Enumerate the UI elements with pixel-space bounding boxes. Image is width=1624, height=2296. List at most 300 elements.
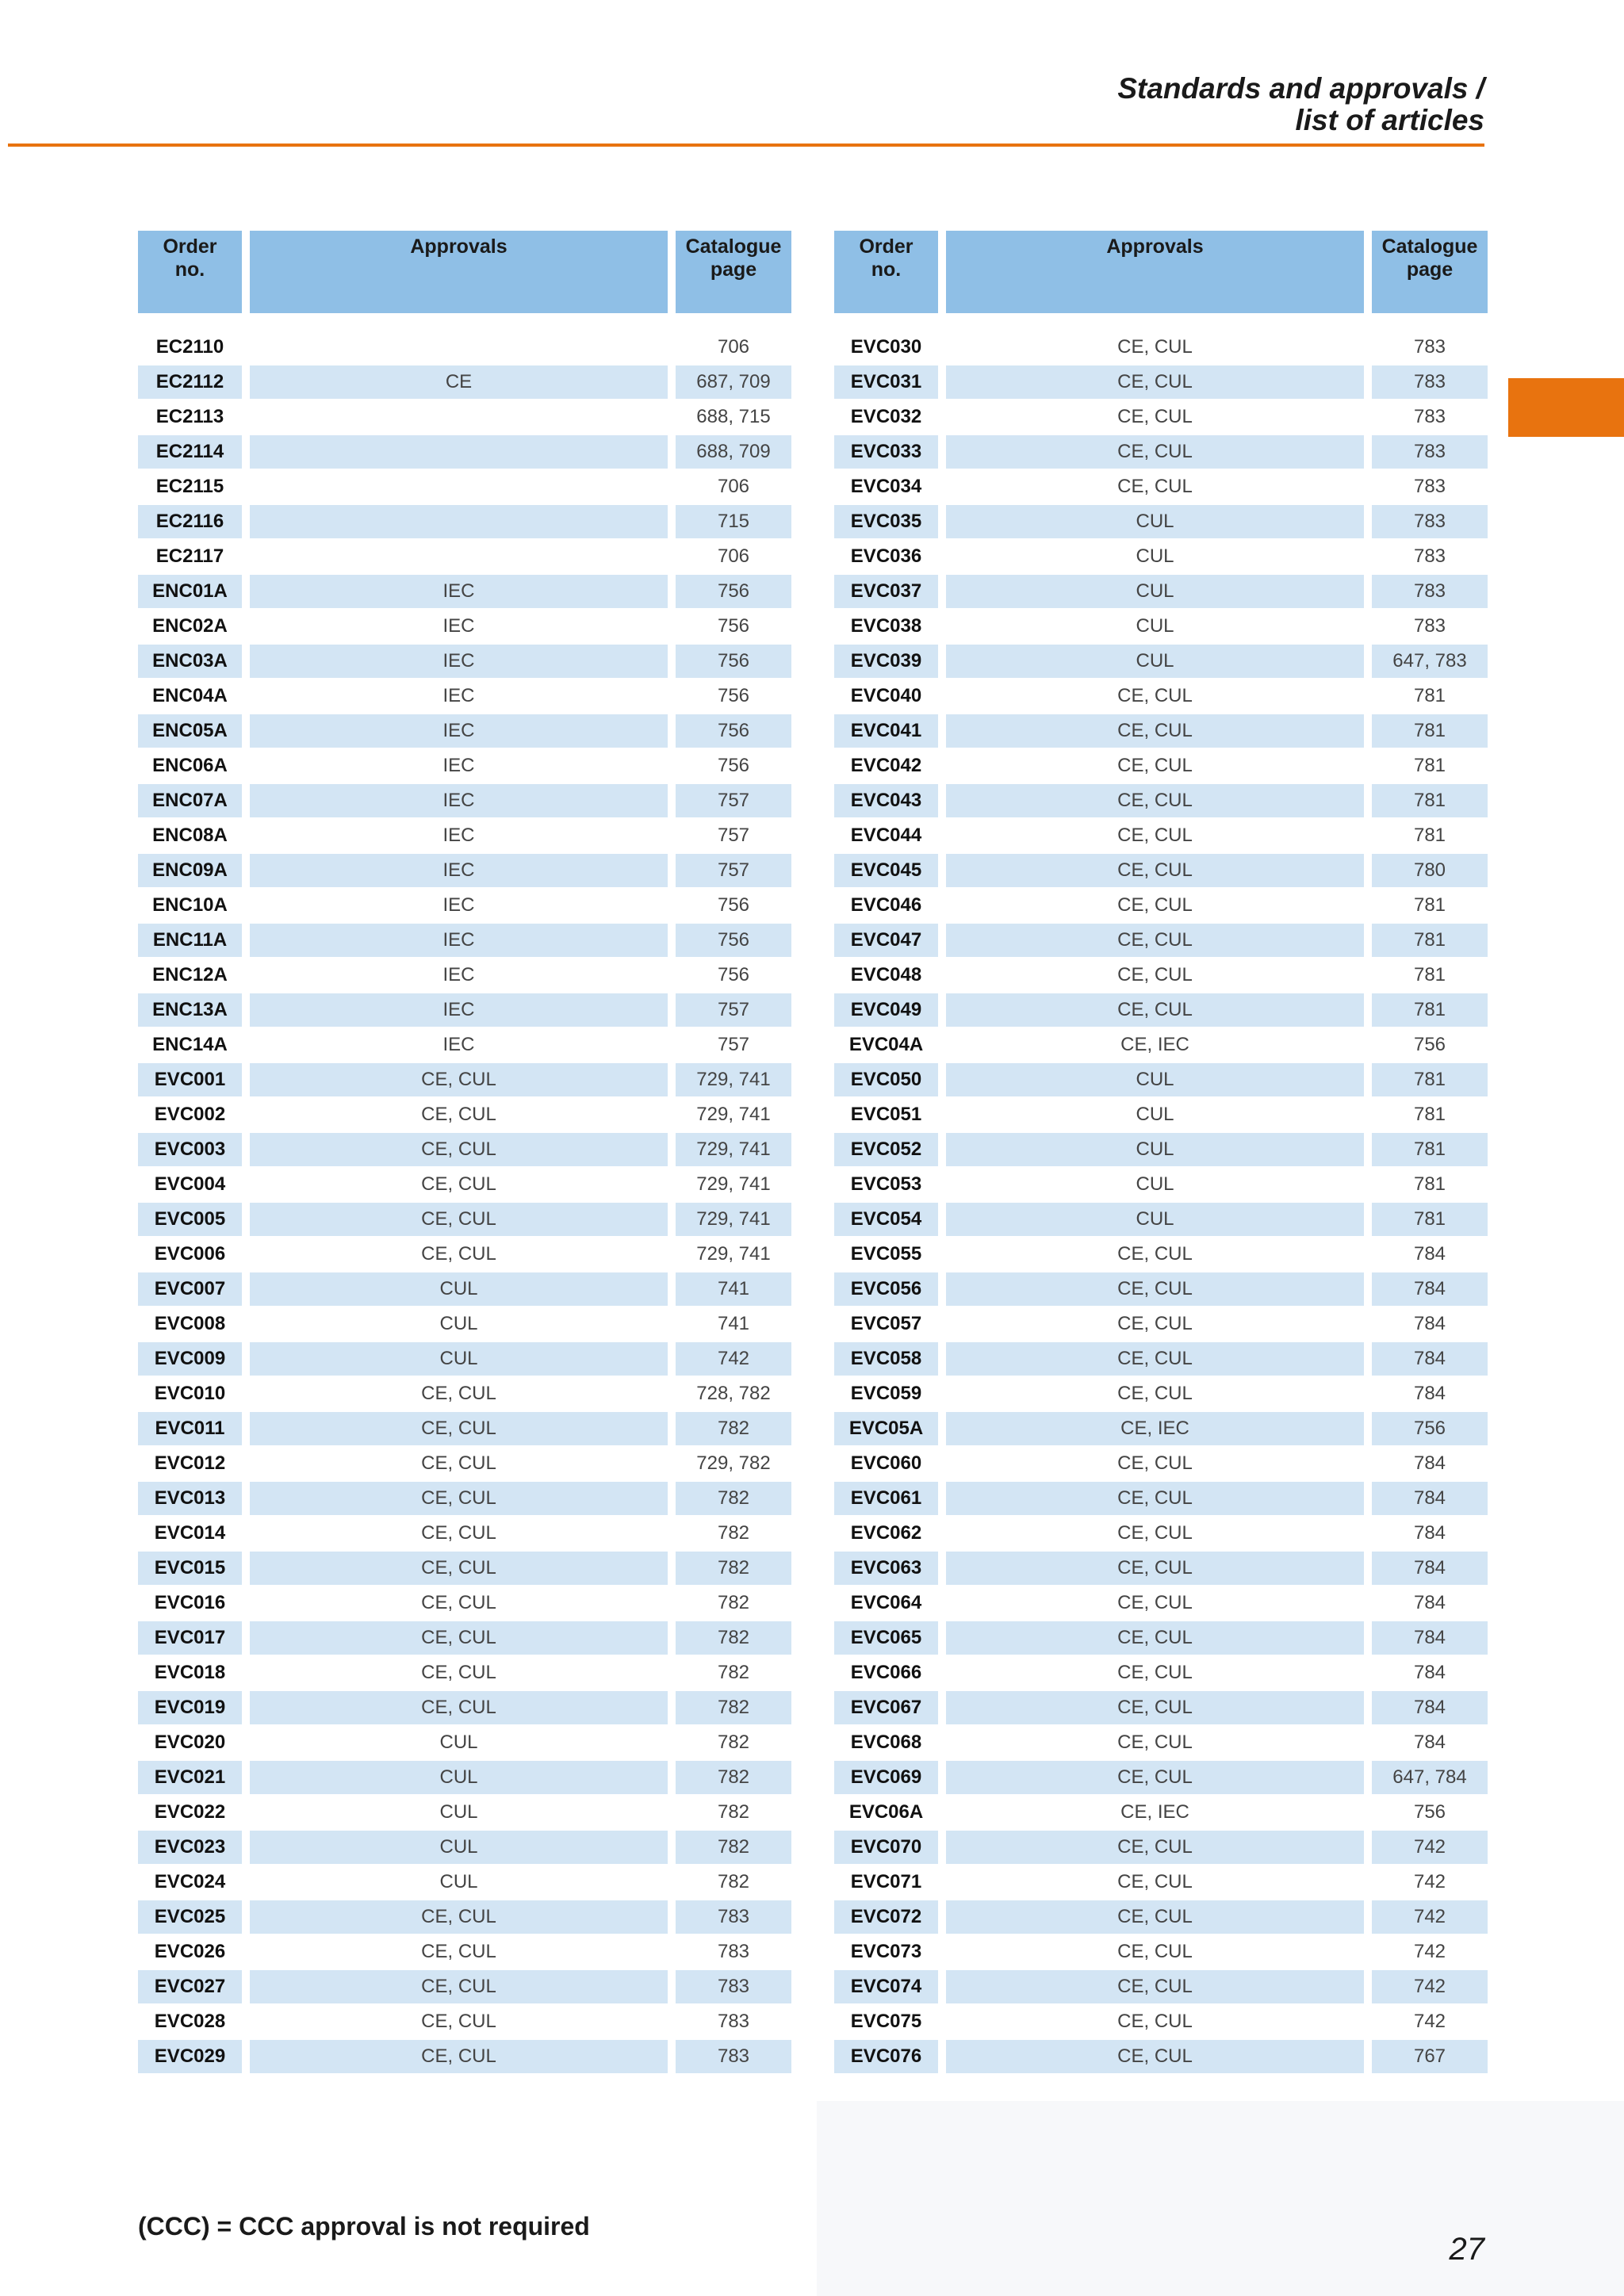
- order-no-cell: EVC008: [154, 1313, 226, 1334]
- catalogue-page-cell: 784: [1413, 1243, 1446, 1265]
- catalogue-page-cell: 783: [676, 1900, 791, 1934]
- catalogue-page-cell: 784: [1413, 1313, 1446, 1334]
- order-no-cell: EVC006: [154, 1243, 226, 1265]
- articles-table-left: [138, 231, 791, 2075]
- catalogue-page-cell: 782: [676, 1552, 791, 1585]
- approvals-cell: CUL: [439, 1313, 478, 1334]
- order-no-cell: EVC073: [850, 1941, 922, 1962]
- table-row: [138, 854, 791, 889]
- order-no-cell: EVC040: [850, 685, 922, 706]
- table-row: [138, 1691, 791, 1726]
- approvals-cell: CUL: [946, 575, 1364, 608]
- catalogue-page-cell: 757: [676, 784, 791, 817]
- catalogue-page-cell: 782: [717, 1662, 750, 1683]
- approvals-cell: CE, CUL: [946, 1552, 1364, 1585]
- approvals-cell: CUL: [946, 1203, 1364, 1236]
- catalogue-page-cell: 757: [717, 825, 750, 846]
- order-no-cell: EVC076: [834, 2040, 938, 2073]
- table-row: [834, 1272, 1488, 1307]
- approvals-cell: CUL: [250, 1831, 668, 1864]
- table-row: [138, 435, 791, 470]
- catalogue-page-cell: 781: [1372, 993, 1488, 1027]
- approvals-cell: CE, CUL: [946, 784, 1364, 817]
- approvals-cell: CE, CUL: [250, 1203, 668, 1236]
- table-row: [138, 1552, 791, 1586]
- order-no-cell: ENC02A: [152, 615, 228, 637]
- order-no-cell: ENC08A: [152, 825, 228, 846]
- order-no-cell: EVC052: [834, 1133, 938, 1166]
- order-no-cell: EVC043: [834, 784, 938, 817]
- catalogue-page-cell: 781: [1413, 755, 1446, 776]
- order-no-cell: EVC041: [834, 714, 938, 748]
- approvals-cell: CE, CUL: [1117, 1383, 1193, 1404]
- header-title-line-2: list of articles: [1295, 104, 1484, 136]
- table-row: [138, 1796, 791, 1831]
- approvals-cell: CE, CUL: [421, 1941, 496, 1962]
- approvals-cell: CE, CUL: [421, 1173, 496, 1195]
- order-no-cell: EVC053: [850, 1173, 922, 1195]
- table-row: [834, 1552, 1488, 1586]
- order-no-cell: EVC036: [850, 545, 922, 567]
- table-row: [834, 959, 1488, 993]
- order-no-cell: EVC002: [154, 1104, 226, 1125]
- catalogue-page-cell: 688, 715: [696, 406, 771, 427]
- approvals-cell: CE, CUL: [250, 1970, 668, 2003]
- table-row: [138, 400, 791, 435]
- table-row: [834, 2005, 1488, 2040]
- table-row: [138, 784, 791, 819]
- approvals-cell: CE, CUL: [1117, 1243, 1193, 1265]
- order-no-cell: EVC045: [834, 854, 938, 887]
- catalogue-page-cell: 781: [1372, 1203, 1488, 1236]
- order-no-cell: ENC10A: [152, 894, 228, 916]
- order-no-cell: EVC021: [138, 1761, 242, 1794]
- table-row: [834, 1900, 1488, 1935]
- approvals-cell: IEC: [442, 825, 475, 846]
- table-row: [138, 1447, 791, 1482]
- approvals-cell: IEC: [442, 615, 475, 637]
- catalogue-page-cell: 756: [717, 685, 750, 706]
- order-no-cell: ENC09A: [138, 854, 242, 887]
- catalogue-page-cell: 782: [717, 1871, 750, 1892]
- order-no-cell: EVC019: [138, 1691, 242, 1724]
- table-row: [138, 993, 791, 1028]
- catalogue-page-cell: 782: [676, 1691, 791, 1724]
- table-row: [138, 1586, 791, 1621]
- approvals-cell: CE, IEC: [1120, 1801, 1189, 1823]
- approvals-cell: CE, CUL: [1117, 685, 1193, 706]
- table-body: [834, 331, 1488, 2075]
- catalogue-page-cell: 715: [676, 505, 791, 538]
- approvals-cell: CE, CUL: [946, 1272, 1364, 1306]
- catalogue-page-cell: 783: [1372, 435, 1488, 469]
- catalogue-page-cell: 757: [717, 1034, 750, 1055]
- catalogue-page-cell: 782: [717, 1592, 750, 1613]
- table-row: [834, 540, 1488, 575]
- table-row: [834, 1656, 1488, 1691]
- catalogue-page-cell: 783: [1372, 365, 1488, 399]
- catalogue-page-cell: 756: [717, 615, 750, 637]
- column-header-order-no: Order no.: [138, 231, 242, 313]
- approvals-cell: CE, CUL: [250, 1552, 668, 1585]
- table-row: [834, 924, 1488, 959]
- order-no-cell: EVC049: [834, 993, 938, 1027]
- order-no-cell: EVC066: [850, 1662, 922, 1683]
- approvals-cell: CE, CUL: [250, 1412, 668, 1445]
- catalogue-page-cell: 742: [1413, 2011, 1446, 2032]
- approvals-cell: IEC: [250, 575, 668, 608]
- table-row: [834, 1761, 1488, 1796]
- order-no-cell: EVC034: [850, 476, 922, 497]
- catalogue-page-cell: 756: [717, 755, 750, 776]
- order-no-cell: EVC027: [138, 1970, 242, 2003]
- catalogue-page-cell: 729, 782: [696, 1452, 771, 1474]
- table-row: [138, 1028, 791, 1063]
- approvals-cell: CE, CUL: [421, 1662, 496, 1683]
- table-row: [138, 1935, 791, 1970]
- order-no-cell: EVC026: [154, 1941, 226, 1962]
- catalogue-page-cell: 756: [1372, 1412, 1488, 1445]
- page-header-title: [1117, 73, 1484, 136]
- catalogue-page-cell: 782: [676, 1412, 791, 1445]
- catalogue-page-cell: 729, 741: [696, 1243, 771, 1265]
- order-no-cell: EVC048: [850, 964, 922, 985]
- table-row: [834, 400, 1488, 435]
- table-row: [834, 575, 1488, 610]
- approvals-cell: CE, IEC: [946, 1412, 1364, 1445]
- approvals-cell: CE, CUL: [1117, 336, 1193, 358]
- catalogue-page-cell: 784: [1413, 1522, 1446, 1544]
- approvals-cell: CE, CUL: [1117, 1941, 1193, 1962]
- catalogue-page-cell: 781: [1413, 685, 1446, 706]
- approvals-cell: CE, CUL: [946, 924, 1364, 957]
- catalogue-page-cell: 784: [1372, 1552, 1488, 1585]
- approvals-cell: CUL: [439, 1801, 478, 1823]
- order-no-cell: EVC037: [834, 575, 938, 608]
- approvals-cell: CE, CUL: [250, 1900, 668, 1934]
- order-no-cell: EVC018: [154, 1662, 226, 1683]
- order-no-cell: EVC003: [138, 1133, 242, 1166]
- catalogue-page-cell: 781: [1372, 924, 1488, 957]
- order-no-cell: EVC061: [834, 1482, 938, 1515]
- approvals-cell: CE, CUL: [421, 2011, 496, 2032]
- table-row: [834, 505, 1488, 540]
- catalogue-page-cell: 782: [676, 1761, 791, 1794]
- catalogue-page-cell: 783: [676, 1970, 791, 2003]
- approvals-cell: [250, 331, 668, 364]
- order-no-cell: ENC05A: [138, 714, 242, 748]
- catalogue-page-cell: 782: [717, 1522, 750, 1544]
- order-no-cell: EVC004: [154, 1173, 226, 1195]
- table-row: [138, 1656, 791, 1691]
- approvals-cell: CUL: [439, 1871, 478, 1892]
- catalogue-page-cell: 756: [1413, 1034, 1446, 1055]
- table-row: [138, 1726, 791, 1761]
- order-no-cell: EVC074: [834, 1970, 938, 2003]
- approvals-cell: CE, CUL: [421, 1243, 496, 1265]
- approvals-cell: CUL: [946, 505, 1364, 538]
- order-no-cell: EVC042: [850, 755, 922, 776]
- table-row: [834, 1063, 1488, 1098]
- catalogue-page-cell: 781: [1413, 894, 1446, 916]
- catalogue-page-cell: 757: [676, 993, 791, 1027]
- table-row: [834, 889, 1488, 924]
- catalogue-page-cell: 741: [717, 1313, 750, 1334]
- approvals-cell: CE, CUL: [250, 1691, 668, 1724]
- table-body: [138, 331, 791, 2075]
- approvals-cell: CE, CUL: [421, 1104, 496, 1125]
- table-row: [834, 470, 1488, 505]
- order-no-cell: EVC039: [834, 645, 938, 678]
- approvals-cell: CE: [250, 365, 668, 399]
- catalogue-page-cell: 742: [1372, 1970, 1488, 2003]
- table-row: [834, 1691, 1488, 1726]
- catalogue-page-cell: 783: [1413, 406, 1446, 427]
- order-no-cell: ENC04A: [152, 685, 228, 706]
- catalogue-page-cell: 742: [1413, 1941, 1446, 1962]
- table-row: [834, 679, 1488, 714]
- approvals-cell: CE, CUL: [946, 854, 1364, 887]
- approvals-cell: CE, CUL: [1117, 1313, 1193, 1334]
- table-row: [834, 610, 1488, 645]
- approvals-cell: [250, 435, 668, 469]
- order-no-cell: EC2117: [155, 545, 224, 567]
- order-no-cell: ENC06A: [152, 755, 228, 776]
- catalogue-page-cell: 781: [1413, 1173, 1446, 1195]
- approvals-cell: CE, CUL: [946, 1621, 1364, 1655]
- table-row: [138, 575, 791, 610]
- order-no-cell: EVC035: [834, 505, 938, 538]
- table-row: [138, 714, 791, 749]
- order-no-cell: EVC04A: [848, 1034, 924, 1055]
- table-row: [138, 1238, 791, 1272]
- approvals-cell: CE, CUL: [421, 1383, 496, 1404]
- table-row: [834, 331, 1488, 365]
- approvals-cell: CUL: [1136, 545, 1174, 567]
- catalogue-page-cell: 784: [1372, 1272, 1488, 1306]
- catalogue-page-cell: 756: [676, 575, 791, 608]
- table-row: [138, 1168, 791, 1203]
- table-row: [138, 959, 791, 993]
- order-no-cell: EVC064: [850, 1592, 922, 1613]
- catalogue-page-cell: 784: [1372, 1342, 1488, 1376]
- order-no-cell: EVC038: [850, 615, 922, 637]
- approvals-cell: CE, CUL: [1117, 894, 1193, 916]
- table-row: [834, 1342, 1488, 1377]
- approvals-cell: CE, CUL: [1117, 1871, 1193, 1892]
- approvals-cell: CE, CUL: [1117, 476, 1193, 497]
- articles-table-right: [834, 231, 1488, 2075]
- order-no-cell: EVC012: [154, 1452, 226, 1474]
- order-no-cell: EVC075: [850, 2011, 922, 2032]
- section-tab-marker: [1508, 378, 1624, 437]
- table-row: [138, 1761, 791, 1796]
- catalogue-page-cell: 783: [1372, 575, 1488, 608]
- catalogue-page-cell: 757: [676, 854, 791, 887]
- order-no-cell: EVC024: [154, 1871, 226, 1892]
- order-no-cell: ENC03A: [138, 645, 242, 678]
- table-row: [834, 1621, 1488, 1656]
- approvals-cell: CUL: [250, 1761, 668, 1794]
- catalogue-page-cell: 742: [1372, 1831, 1488, 1864]
- approvals-cell: [250, 400, 668, 434]
- catalogue-page-cell: 728, 782: [696, 1383, 771, 1404]
- approvals-cell: IEC: [250, 854, 668, 887]
- catalogue-page-cell: 781: [1372, 1063, 1488, 1096]
- approvals-cell: CE, IEC: [1120, 1034, 1189, 1055]
- catalogue-page-cell: 741: [676, 1272, 791, 1306]
- approvals-cell: CE, CUL: [1117, 964, 1193, 985]
- approvals-cell: IEC: [250, 714, 668, 748]
- order-no-cell: EVC071: [850, 1871, 922, 1892]
- table-row: [834, 1726, 1488, 1761]
- approvals-cell: [250, 505, 668, 538]
- approvals-cell: CE, CUL: [1117, 2011, 1193, 2032]
- order-no-cell: EVC025: [138, 1900, 242, 1934]
- catalogue-page-cell: 781: [1372, 784, 1488, 817]
- catalogue-page-cell: 783: [676, 2040, 791, 2073]
- catalogue-page-cell: 729, 741: [676, 1133, 791, 1166]
- catalogue-page-cell: 756: [717, 964, 750, 985]
- approvals-cell: CE, CUL: [421, 1592, 496, 1613]
- order-no-cell: EVC051: [850, 1104, 922, 1125]
- approvals-cell: CE, CUL: [946, 1900, 1364, 1934]
- order-no-cell: EC2116: [138, 505, 242, 538]
- table-row: [834, 1098, 1488, 1133]
- catalogue-page-cell: 756: [676, 924, 791, 957]
- header-title-line-1: Standards and approvals /: [1117, 72, 1484, 105]
- catalogue-page-cell: 742: [676, 1342, 791, 1376]
- approvals-cell: CE, CUL: [1117, 755, 1193, 776]
- catalogue-page-cell: 756: [717, 894, 750, 916]
- catalogue-page-cell: 688, 709: [676, 435, 791, 469]
- catalogue-page-cell: 729, 741: [676, 1203, 791, 1236]
- catalogue-page-cell: 782: [676, 1831, 791, 1864]
- table-row: [834, 1935, 1488, 1970]
- table-row: [138, 1517, 791, 1552]
- catalogue-page-cell: 756: [676, 714, 791, 748]
- approvals-cell: CE, CUL: [250, 1621, 668, 1655]
- order-no-cell: EVC050: [834, 1063, 938, 1096]
- order-no-cell: ENC07A: [138, 784, 242, 817]
- catalogue-page-cell: 781: [1413, 1104, 1446, 1125]
- table-row: [138, 1377, 791, 1412]
- order-no-cell: EVC047: [834, 924, 938, 957]
- catalogue-page-cell: 783: [1413, 476, 1446, 497]
- order-no-cell: EVC072: [834, 1900, 938, 1934]
- table-row: [138, 1412, 791, 1447]
- approvals-cell: CUL: [1136, 1104, 1174, 1125]
- catalogue-page-cell: 729, 741: [696, 1104, 771, 1125]
- catalogue-page-cell: 781: [1413, 825, 1446, 846]
- page-number: 27: [1449, 2232, 1484, 2267]
- catalogue-page-cell: 729, 741: [696, 1173, 771, 1195]
- order-no-cell: EVC067: [834, 1691, 938, 1724]
- approvals-cell: CE, CUL: [946, 993, 1364, 1027]
- order-no-cell: EVC009: [138, 1342, 242, 1376]
- catalogue-page-cell: 742: [1413, 1871, 1446, 1892]
- catalogue-page-cell: 756: [1413, 1801, 1446, 1823]
- table-row: [138, 1272, 791, 1307]
- approvals-cell: IEC: [250, 993, 668, 1027]
- catalogue-page-cell: 647, 783: [1372, 645, 1488, 678]
- order-no-cell: EVC05A: [834, 1412, 938, 1445]
- table-row: [834, 1203, 1488, 1238]
- approvals-cell: CE, CUL: [1117, 825, 1193, 846]
- table-header-row: [834, 231, 1488, 313]
- catalogue-page-cell: 780: [1372, 854, 1488, 887]
- approvals-cell: CE, CUL: [946, 1970, 1364, 2003]
- approvals-cell: CE, CUL: [946, 1761, 1364, 1794]
- approvals-cell: CUL: [946, 1133, 1364, 1166]
- table-row: [138, 470, 791, 505]
- order-no-cell: EVC013: [138, 1482, 242, 1515]
- order-no-cell: EVC070: [834, 1831, 938, 1864]
- approvals-cell: CE, CUL: [1117, 1732, 1193, 1753]
- order-no-cell: EC2114: [138, 435, 242, 469]
- approvals-cell: CUL: [1136, 1173, 1174, 1195]
- table-row: [834, 435, 1488, 470]
- catalogue-page-cell: 784: [1413, 1732, 1446, 1753]
- order-no-cell: EVC011: [138, 1412, 242, 1445]
- approvals-cell: CE, CUL: [946, 2040, 1364, 2073]
- table-row: [834, 819, 1488, 854]
- header-rule: [8, 144, 1484, 147]
- approvals-cell: CE, CUL: [1117, 1592, 1193, 1613]
- approvals-cell: CE, CUL: [946, 1482, 1364, 1515]
- order-no-cell: EVC058: [834, 1342, 938, 1376]
- catalogue-page-cell: 782: [676, 1482, 791, 1515]
- catalogue-page-cell: 784: [1372, 1691, 1488, 1724]
- order-no-cell: EC2110: [155, 336, 224, 358]
- column-header-order-no: Order no.: [834, 231, 938, 313]
- order-no-cell: EVC054: [834, 1203, 938, 1236]
- table-row: [138, 1133, 791, 1168]
- approvals-cell: CE, CUL: [250, 1482, 668, 1515]
- table-header-row: [138, 231, 791, 313]
- order-no-cell: EC2113: [155, 406, 224, 427]
- table-row: [138, 540, 791, 575]
- approvals-cell: CE, CUL: [250, 2040, 668, 2073]
- column-header-approvals: Approvals: [250, 231, 668, 313]
- catalogue-page-cell: 706: [717, 545, 750, 567]
- approvals-cell: CE, CUL: [1117, 406, 1193, 427]
- catalogue-page-cell: 783: [1372, 505, 1488, 538]
- order-no-cell: EVC029: [138, 2040, 242, 2073]
- catalogue-page-cell: 784: [1372, 1621, 1488, 1655]
- approvals-cell: CE, CUL: [1117, 1452, 1193, 1474]
- column-header-approvals: Approvals: [946, 231, 1364, 313]
- catalogue-page-cell: 706: [717, 476, 750, 497]
- catalogue-page-cell: 784: [1413, 1383, 1446, 1404]
- order-no-cell: EVC032: [850, 406, 922, 427]
- order-no-cell: EVC017: [138, 1621, 242, 1655]
- table-row: [138, 1063, 791, 1098]
- catalogue-page-cell: 782: [717, 1732, 750, 1753]
- table-row: [834, 1412, 1488, 1447]
- table-row: [138, 645, 791, 679]
- approvals-cell: CUL: [250, 1272, 668, 1306]
- table-row: [834, 1238, 1488, 1272]
- table-row: [138, 819, 791, 854]
- table-row: [138, 505, 791, 540]
- order-no-cell: EVC062: [850, 1522, 922, 1544]
- approvals-cell: CE, CUL: [946, 435, 1364, 469]
- approvals-cell: CE, CUL: [946, 1691, 1364, 1724]
- catalogue-page-cell: 781: [1372, 714, 1488, 748]
- table-row: [834, 1831, 1488, 1866]
- table-row: [138, 1831, 791, 1866]
